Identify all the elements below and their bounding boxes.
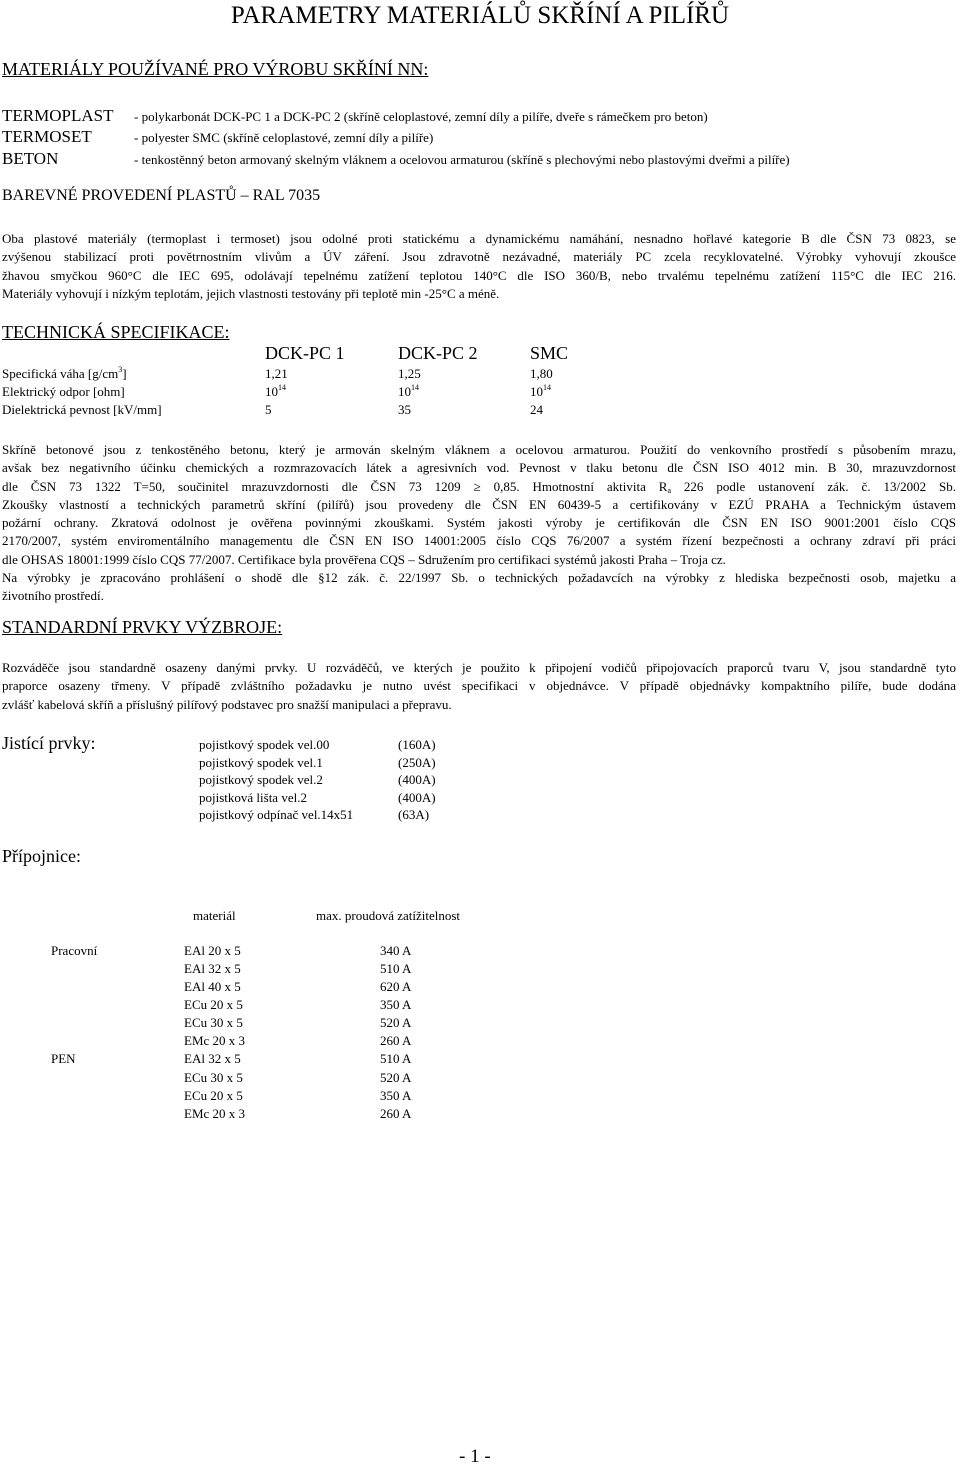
paragraph-line: dle ČSN 73 1322 T=50, součinitel mrazuvzdornosti dle ČSN 73 1209 ≥ 0,85. Hmotnostní aktivita $R_a$ 226 podle ustanovení zák. č. 13/2002 Sb. bbox=[2, 478, 956, 495]
materials-heading: MATERIÁLY POUŽÍVANÉ PRO VÝROBU SKŘÍNÍ NN: bbox=[2, 59, 429, 79]
busbar-material: EMc 20 x 3 bbox=[184, 1033, 246, 1048]
spec-row-label: Specifická váha $[g/cm^3]$ bbox=[2, 365, 127, 381]
busbar-current: 520 A bbox=[380, 1015, 412, 1030]
spec-value: $10^{14}$ bbox=[530, 383, 551, 399]
busbar-material: EAl 32 x 5 bbox=[184, 1051, 241, 1066]
spec-value: 1,25 bbox=[398, 366, 421, 381]
spec-column-header: DCK-PC 2 bbox=[398, 343, 478, 363]
spec-value: 24 bbox=[530, 402, 543, 417]
device-rating: (400A) bbox=[398, 772, 436, 787]
paragraph-line: zvlášť kabelová skříň a příslušný pilířový podstavec pro snažší manipulaci a přepravu. bbox=[2, 696, 452, 712]
paragraph-line: požární ochrany. Zkratová odolnost je ověřena povinnými zkouškami. Systém jakosti výroby je certifikován dle ČSN EN ISO 9001:2001 číslo CQS bbox=[2, 515, 956, 531]
color-heading: BAREVNÉ PROVEDENÍ PLASTŮ – RAL 7035 bbox=[2, 187, 321, 204]
spec-row-label: Dielektrická pevnost [kV/mm] bbox=[2, 402, 162, 417]
tech-spec-heading: TECHNICKÁ SPECIFIKACE: bbox=[2, 322, 230, 342]
device-rating: (250A) bbox=[398, 755, 436, 770]
busbar-current: 260 A bbox=[380, 1033, 412, 1048]
busbar-material: EAl 20 x 5 bbox=[184, 943, 241, 958]
concrete-paragraph bbox=[2, 441, 956, 606]
paragraph-line: 2170/2007, systém enviromentálního managementu dle ČSN EN ISO 14001:2005 číslo CQS 76/2007 a systém řízení bezpečnosti a ochrany zdraví při práci bbox=[2, 533, 956, 549]
material-description: - polyester SMC (skříně celoplastové, zemní díly a pilíře) bbox=[134, 130, 434, 145]
protective-devices-label: Jistící prvky: bbox=[2, 733, 96, 753]
group-label: PEN bbox=[51, 1051, 76, 1066]
paragraph-line: Na výrobky je zpracováno prohlášení o shodě dle §12 zák. č. 22/1997 Sb. o technických požadavcích na výrobky z hlediska bezpečnosti osob, majetku a bbox=[2, 570, 956, 586]
page-number: - 1 - bbox=[459, 1446, 491, 1467]
material-description: - tenkostěnný beton armovaný skelným vláknem a ocelovou armaturou (skříně s plechovými nebo plastovými dveřmi a pilíře) bbox=[134, 152, 790, 167]
device-name: pojistkový spodek vel.00 bbox=[199, 737, 330, 752]
material-description: - polykarbonát DCK-PC 1 a DCK-PC 2 (skříně celoplastové, zemní díly a pilíře, dveře s rámečkem pro beton) bbox=[134, 109, 708, 124]
device-name: pojistkový spodek vel.1 bbox=[199, 755, 323, 770]
paragraph-line: dle OHSAS 18001:1999 číslo CQS 77/2007. Certifikace byla prověřena CQS – Sdružením pro certifikaci systémů jakosti Praha – Troja cz. bbox=[2, 551, 726, 567]
column-header-current: max. proudová zatížitelnost bbox=[316, 908, 461, 923]
paragraph-line: avšak bez negativního účinku chemických a rozmrazovacích látek a agresivních vod. Pevnost v tlaku betonu dle ČSN ISO 4012 min. B 30, mrazuvzdornost bbox=[2, 460, 956, 476]
busbar-current: 350 A bbox=[380, 997, 412, 1012]
device-name: pojistková lišta vel.2 bbox=[199, 790, 307, 805]
materials-paragraph bbox=[2, 230, 956, 303]
busbar-current: 520 A bbox=[380, 1070, 412, 1085]
group-label: Pracovní bbox=[51, 943, 98, 958]
paragraph-line: žhavou smyčkou 960°C dle IEC 695, odolávají tepelnému zatížení teplotou 140°C dle ISO 360/B, nebo trvalému tepelnému zatížení 115°C dle IEC 216. bbox=[2, 267, 956, 283]
paragraph-line: zvýšenou stabilizací proti povětrnostním vlivům a ÚV záření. Jsou zdravotně nezávadné, materiály PC zcela recyklovatelné. Výrobky vyhovují zkoušce bbox=[2, 249, 956, 265]
paragraph-line: životního prostředí. bbox=[2, 588, 104, 604]
paragraph-line: Zkoušky vlastností a technických parametrů skříní (pilířů) jsou provedeny dle ČSN EN 60439-5 a certifikovány v EZÚ PRAHA a Technickým ústavem bbox=[2, 496, 956, 512]
device-name: pojistkový odpínač vel.14x51 bbox=[199, 807, 354, 822]
paragraph-line: Skříně betonové jsou z tenkostěného betonu, který je armován skelným vláknem a ocelovou armaturou. Použití do venkovního prostředí s působením mrazu, bbox=[2, 442, 956, 457]
busbar-current: 340 A bbox=[380, 943, 412, 958]
busbar-material: ECu 30 x 5 bbox=[184, 1070, 243, 1085]
column-header-material: materiál bbox=[193, 908, 236, 923]
busbar-material: ECu 30 x 5 bbox=[184, 1015, 243, 1030]
busbar-material: EAl 40 x 5 bbox=[184, 979, 241, 994]
paragraph-line: Rozváděče jsou standardně osazeny danými prvky. U rozváděčů, ve kterých je použito k připojení vodičů připojovacích praporců tvaru V, jsou standardně tyto bbox=[2, 660, 956, 675]
paragraph-line: Oba plastové materiály (termoplast i termoset) jsou odolné proti statickému a dynamickému namáhání, nesnadno hořlavé kategorie B dle ČSN 73 0823, se bbox=[2, 231, 956, 246]
busbar-current: 620 A bbox=[380, 979, 412, 994]
spec-value: 5 bbox=[265, 402, 272, 417]
busbar-current: 260 A bbox=[380, 1106, 412, 1121]
spec-value: $10^{14}$ bbox=[398, 383, 419, 399]
busbars-label: Přípojnice: bbox=[2, 846, 81, 866]
device-rating: (63A) bbox=[398, 807, 430, 822]
material-name: BETON bbox=[2, 149, 59, 168]
spec-column-header: DCK-PC 1 bbox=[265, 343, 345, 363]
busbar-material: EAl 32 x 5 bbox=[184, 961, 241, 976]
busbar-current: 510 A bbox=[380, 961, 412, 976]
spec-value: $10^{14}$ bbox=[265, 383, 286, 399]
busbar-current: 510 A bbox=[380, 1051, 412, 1066]
busbar-current: 350 A bbox=[380, 1088, 412, 1103]
device-name: pojistkový spodek vel.2 bbox=[199, 772, 323, 787]
busbar-material: ECu 20 x 5 bbox=[184, 1088, 243, 1103]
page-title: PARAMETRY MATERIÁLŮ SKŘÍNÍ A PILÍŘŮ bbox=[230, 2, 730, 29]
spec-value: 1,80 bbox=[530, 366, 553, 381]
device-rating: (400A) bbox=[398, 790, 436, 805]
spec-value: 1,21 bbox=[265, 366, 288, 381]
material-name: TERMOSET bbox=[2, 127, 92, 146]
material-name: TERMOPLAST bbox=[2, 106, 114, 125]
device-rating: (160A) bbox=[398, 737, 436, 752]
spec-column-header: SMC bbox=[530, 343, 569, 363]
spec-value: 35 bbox=[398, 402, 411, 417]
paragraph-line: praporce osazeny třmeny. V případě zvláštního požadavku je nutno uvést specifikaci v objednávce. V případě objednávky kompaktního pilíře, bude dodána bbox=[2, 678, 956, 694]
busbar-material: ECu 20 x 5 bbox=[184, 997, 243, 1012]
busbar-material: EMc 20 x 3 bbox=[184, 1106, 246, 1121]
spec-row-label: Elektrický odpor [ohm] bbox=[2, 384, 125, 399]
standard-equipment-heading: STANDARDNÍ PRVKY VÝZBROJE: bbox=[2, 617, 283, 637]
equipment-paragraph bbox=[2, 659, 956, 714]
paragraph-line: Materiály vyhovují i nízkým teplotám, jejich vlastnosti testovány při teplotě min -25°C a méně. bbox=[2, 285, 500, 301]
